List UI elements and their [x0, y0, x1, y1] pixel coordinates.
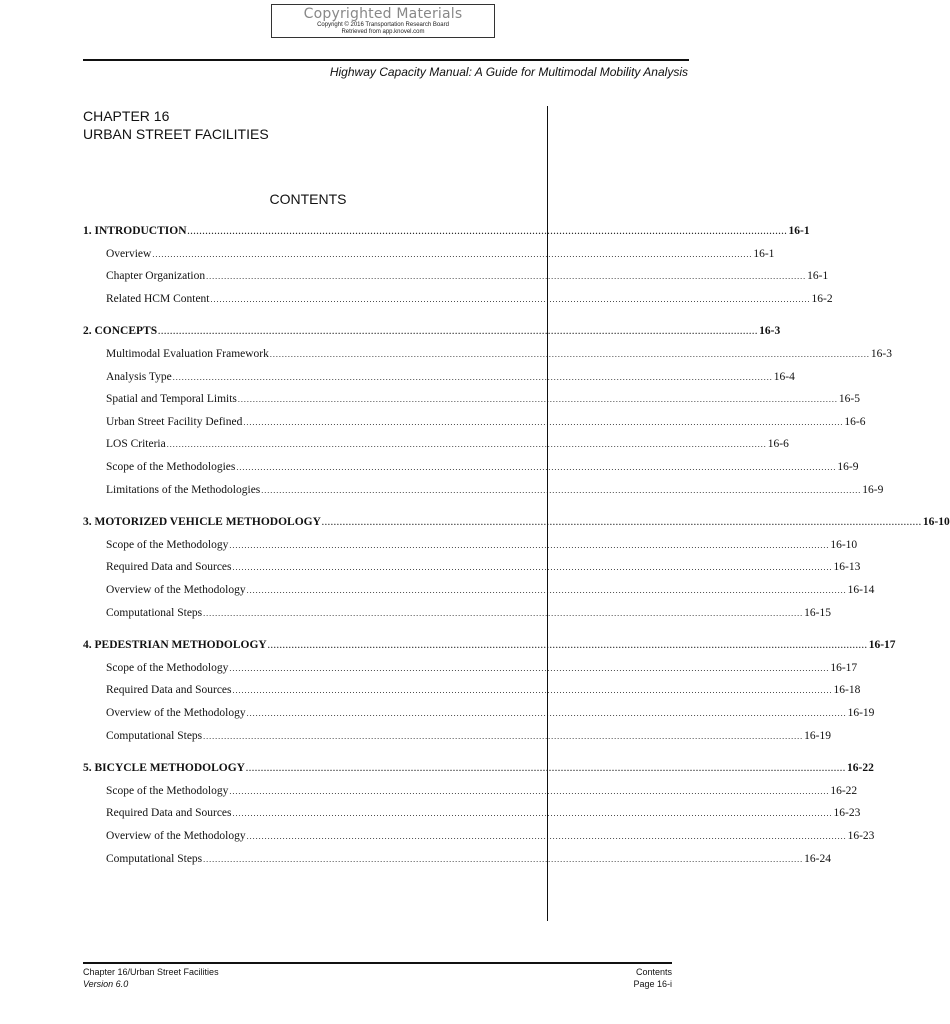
toc-entry-page: 16-19	[804, 730, 831, 742]
toc-dot-leader: ........................................................................................................................................................................................................	[245, 764, 846, 773]
toc-entry-label: Computational Steps	[106, 730, 203, 742]
stamp-copyright-line: Copyright © 2016 Transportation Research Board	[317, 22, 449, 28]
toc-dot-leader: ........................................................................................................................................................................................................	[237, 395, 838, 404]
toc-entry-label: Urban Street Facility Defined	[106, 416, 243, 428]
toc-dot-leader: ........................................................................................................................................................................................................	[261, 486, 862, 495]
toc-entry-page: 16-18	[833, 684, 861, 696]
footer-right	[633, 966, 672, 990]
toc-entry-page: 16-22	[846, 762, 874, 774]
toc-section-entry	[83, 639, 896, 651]
footer-left	[83, 966, 219, 990]
toc-subsection-entry	[106, 662, 858, 674]
toc-subsection-entry	[106, 461, 859, 473]
toc-dot-leader: ........................................................................................................................................................................................................	[246, 709, 847, 718]
toc-subsection-entry	[106, 730, 831, 742]
toc-entry-label: Computational Steps	[106, 853, 203, 865]
toc-entry-label: Required Data and Sources	[106, 684, 232, 696]
toc-entry-page: 16-3	[759, 325, 781, 337]
stamp-retrieved-line: Retrieved from app.knovel.com	[341, 29, 425, 35]
toc-subsection-entry	[106, 684, 861, 696]
toc-entry-page: 16-1	[753, 248, 775, 260]
toc-dot-leader: ........................................................................................................................................................................................................	[232, 686, 833, 695]
toc-dot-leader: ........................................................................................................................................................................................................	[267, 641, 868, 650]
toc-entry-page: 16-22	[830, 785, 858, 797]
toc-entry-label: Spatial and Temporal Limits	[106, 393, 237, 405]
toc-entry-page: 16-23	[847, 830, 875, 842]
toc-subsection-entry	[106, 785, 858, 797]
toc-entry-page: 16-1	[807, 270, 829, 282]
toc-entry-label: Required Data and Sources	[106, 807, 232, 819]
toc-dot-leader: ........................................................................................................................................................................................................	[229, 541, 830, 550]
toc-entry-label: 3. MOTORIZED VEHICLE METHODOLOGY	[83, 516, 321, 528]
toc-entry-page: 16-13	[833, 561, 861, 573]
toc-dot-leader: ........................................................................................................................................................................................................	[187, 227, 788, 236]
toc-entry-label: Scope of the Methodology	[106, 662, 229, 674]
toc-entry-label: Multimodal Evaluation Framework	[106, 348, 269, 360]
stamp-title: Copyrighted Materials	[303, 6, 463, 22]
toc-dot-leader: ........................................................................................................................................................................................................	[246, 832, 847, 841]
toc-entry-page: 16-2	[811, 293, 833, 305]
toc-entry-page: 16-10	[830, 539, 858, 551]
toc-entry-page: 16-1	[788, 225, 810, 237]
toc-section-entry	[83, 516, 950, 528]
chapter-heading	[83, 107, 269, 143]
toc-section-entry	[83, 762, 874, 774]
toc-entry-label: Computational Steps	[106, 607, 203, 619]
toc-dot-leader: ........................................................................................................................................................................................................	[243, 418, 844, 427]
running-head: Highway Capacity Manual: A Guide for Multimodal Mobility Analysis	[329, 65, 688, 79]
toc-dot-leader: ........................................................................................................................................................................................................	[229, 787, 830, 796]
toc-entry-page: 16-19	[847, 707, 875, 719]
toc-entry-page: 16-9	[837, 461, 859, 473]
toc-subsection-entry	[106, 707, 875, 719]
toc-entry-page: 16-6	[844, 416, 866, 428]
toc-entry-page: 16-5	[838, 393, 860, 405]
toc-entry-label: Analysis Type	[106, 371, 172, 383]
toc-subsection-entry	[106, 371, 795, 383]
toc-section-entry	[83, 225, 810, 237]
toc-dot-leader: ........................................................................................................................................................................................................	[246, 586, 847, 595]
toc-subsection-entry	[106, 484, 884, 496]
toc-entry-page: 16-9	[862, 484, 884, 496]
toc-entry-page: 16-3	[870, 348, 892, 360]
toc-dot-leader: ........................................................................................................................................................................................................	[172, 373, 773, 382]
toc-entry-label: Required Data and Sources	[106, 561, 232, 573]
toc-subsection-entry	[106, 584, 875, 596]
toc-dot-leader: ........................................................................................................................................................................................................	[166, 440, 767, 449]
toc-dot-leader: ........................................................................................................................................................................................................	[152, 250, 753, 259]
toc-entry-label: Overview of the Methodology	[106, 707, 246, 719]
toc-subsection-entry	[106, 348, 892, 360]
footer-chapter: Chapter 16/Urban Street Facilities	[83, 967, 219, 977]
toc-entry-page: 16-15	[804, 607, 831, 619]
footer-rule	[83, 962, 672, 964]
toc-dot-leader: ........................................................................................................................................................................................................	[203, 855, 804, 864]
toc-entry-label: Limitations of the Methodologies	[106, 484, 261, 496]
toc-subsection-entry	[106, 830, 875, 842]
toc-dot-leader: ........................................................................................................................................................................................................	[269, 350, 870, 359]
toc-entry-page: 16-6	[767, 438, 789, 450]
footer-version: Version 6.0	[83, 979, 129, 989]
toc-entry-label: Overview of the Methodology	[106, 830, 246, 842]
toc-subsection-entry	[106, 438, 789, 450]
copyright-stamp	[271, 4, 495, 38]
chapter-title: URBAN STREET FACILITIES	[83, 126, 269, 142]
toc-entry-label: LOS Criteria	[106, 438, 166, 450]
toc-subsection-entry	[106, 416, 866, 428]
toc-entry-page: 16-10	[922, 516, 950, 528]
toc-dot-leader: ........................................................................................................................................................................................................	[203, 609, 804, 618]
toc-dot-leader: ........................................................................................................................................................................................................	[203, 732, 804, 741]
toc-entry-label: Chapter Organization	[106, 270, 206, 282]
footer-page-number: Page 16-i	[633, 979, 672, 989]
toc-dot-leader: ........................................................................................................................................................................................................	[206, 272, 807, 281]
toc-entry-page: 16-24	[804, 853, 831, 865]
toc-subsection-entry	[106, 393, 860, 405]
toc-entry-label: Related HCM Content	[106, 293, 210, 305]
toc-entry-label: Scope of the Methodologies	[106, 461, 236, 473]
toc-entry-label: Scope of the Methodology	[106, 785, 229, 797]
toc-dot-leader: ........................................................................................................................................................................................................	[229, 664, 830, 673]
toc-entry-label: 2. CONCEPTS	[83, 325, 158, 337]
toc-entry-page: 16-23	[833, 807, 861, 819]
toc-dot-leader: ........................................................................................................................................................................................................	[158, 327, 759, 336]
toc-dot-leader: ........................................................................................................................................................................................................	[236, 463, 837, 472]
toc-entry-label: Scope of the Methodology	[106, 539, 229, 551]
toc-entry-label: 5. BICYCLE METHODOLOGY	[83, 762, 245, 774]
footer-section: Contents	[635, 967, 672, 977]
toc-entry-page: 16-4	[773, 371, 795, 383]
toc-subsection-entry	[106, 561, 861, 573]
toc-entry-page: 16-17	[868, 639, 896, 651]
toc-subsection-entry	[106, 853, 831, 865]
toc-subsection-entry	[106, 248, 775, 260]
toc-dot-leader: ........................................................................................................................................................................................................	[210, 295, 811, 304]
chapter-number: CHAPTER 16	[83, 108, 170, 124]
toc-entry-page: 16-17	[830, 662, 858, 674]
header-rule	[83, 59, 689, 61]
toc-entry-label: 1. INTRODUCTION	[83, 225, 187, 237]
toc-entry-label: 4. PEDESTRIAN METHODOLOGY	[83, 639, 267, 651]
toc-dot-leader: ........................................................................................................................................................................................................	[321, 518, 922, 527]
toc-subsection-entry	[106, 807, 861, 819]
contents-heading: CONTENTS	[269, 191, 347, 207]
toc-section-entry	[83, 325, 781, 337]
toc-subsection-entry	[106, 293, 833, 305]
toc-entry-label: Overview of the Methodology	[106, 584, 246, 596]
toc-subsection-entry	[106, 270, 829, 282]
toc-dot-leader: ........................................................................................................................................................................................................	[232, 809, 833, 818]
toc-subsection-entry	[106, 607, 831, 619]
toc-subsection-entry	[106, 539, 858, 551]
toc-dot-leader: ........................................................................................................................................................................................................	[232, 563, 833, 572]
toc-entry-label: Overview	[106, 248, 152, 260]
toc-entry-page: 16-14	[847, 584, 875, 596]
